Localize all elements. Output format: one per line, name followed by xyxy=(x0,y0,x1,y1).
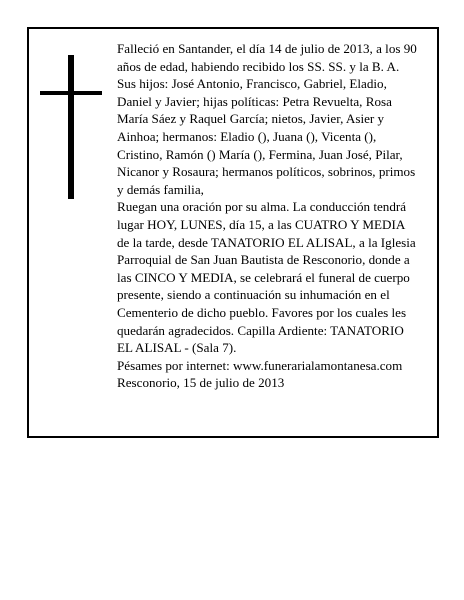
notice-text xyxy=(117,40,420,392)
condolences-paragraph: Pésames por internet: www.funerarialamontanesa.com xyxy=(117,357,403,373)
cross-horizontal-bar xyxy=(40,91,102,95)
death-paragraph: Falleció en Santander, el día 14 de julio de 2013, a los 90 años de edad, habiendo recibido los SS. SS. y la B. A. xyxy=(117,41,417,74)
latin-cross-icon xyxy=(40,55,102,199)
place-date: Resconorio, 15 de julio de 2013 xyxy=(117,375,285,391)
obituary-notice xyxy=(27,27,439,438)
funeral-paragraph: Ruegan una oración por su alma. La conducción tendrá lugar HOY, LUNES, día 15, a las CUATRO Y MEDIA de la tarde, desde TANATORIO EL ALISAL, a la Iglesia Parroquial de San Juan Bautista de Resconorio, donde a las CINCO Y MEDIA, se celebrará el funeral de cuerpo presente, siendo a continuación su inhumación en el Cementerio de dicho pueblo. Favores por los cuales les quedarán agradecidos. Capilla Ardiente: TANATORIO EL ALISAL - (Sala 7). xyxy=(117,199,416,356)
family-paragraph: Sus hijos: José Antonio, Francisco, Gabriel, Eladio, Daniel y Javier; hijas políticas: Petra Revuelta, Rosa María Sáez y Raquel García; nietos, Javier, Asier y Ainhoa; hermanos: Eladio (), Juana (), Vicenta (), Cristino, Ramón () María (), Fermina, Juan José, Pilar, Nicanor y Rosaura; hermanos políticos, sobrinos, primos y demás familia, xyxy=(117,76,416,197)
cross-vertical-bar xyxy=(68,55,74,199)
